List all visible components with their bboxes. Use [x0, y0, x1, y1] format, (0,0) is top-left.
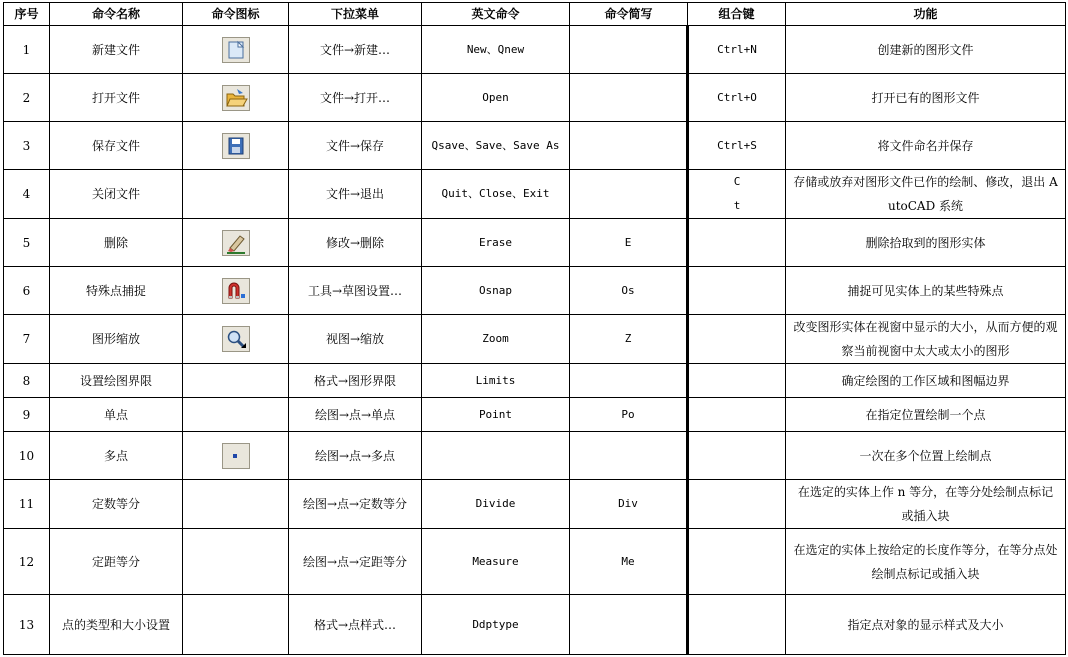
command-icon-cell	[183, 74, 289, 122]
row-number: 1	[4, 26, 50, 74]
english-command: Zoom	[422, 315, 570, 364]
command-name: 关闭文件	[50, 170, 183, 219]
table-row	[4, 219, 1066, 267]
dropdown-menu-path: 文件→打开…	[289, 74, 422, 122]
command-abbreviation	[570, 74, 688, 122]
command-abbreviation	[570, 26, 688, 74]
save-file-icon	[222, 133, 250, 159]
row-number: 13	[4, 595, 50, 655]
shortcut-keys	[688, 315, 786, 364]
function-description: 打开已有的图形文件	[786, 74, 1066, 122]
shortcut-keys	[688, 529, 786, 595]
shortcut-keys	[688, 267, 786, 315]
command-icon-cell	[183, 398, 289, 432]
shortcut-keys: Ctrl+S	[688, 122, 786, 170]
shortcut-keys: Ctrl+N	[688, 26, 786, 74]
row-number: 10	[4, 432, 50, 480]
command-icon-cell	[183, 122, 289, 170]
english-command: Qsave、Save、Save As	[422, 122, 570, 170]
command-name: 新建文件	[50, 26, 183, 74]
header-menu: 下拉菜单	[289, 3, 422, 26]
dropdown-menu-path: 格式→图形界限	[289, 364, 422, 398]
dropdown-menu-path: 文件→保存	[289, 122, 422, 170]
shortcut-keys	[688, 170, 786, 219]
command-table	[3, 2, 1066, 655]
row-number: 4	[4, 170, 50, 219]
table-row	[4, 480, 1066, 529]
english-command: Erase	[422, 219, 570, 267]
function-description: 在选定的实体上按给定的长度作等分，在等分点处绘制点标记或插入块	[786, 529, 1066, 595]
function-description: 指定点对象的显示样式及大小	[786, 595, 1066, 655]
row-number: 11	[4, 480, 50, 529]
command-abbreviation	[570, 432, 688, 480]
command-abbreviation	[570, 170, 688, 219]
english-command: Limits	[422, 364, 570, 398]
dropdown-menu-path: 修改→删除	[289, 219, 422, 267]
command-abbreviation: Os	[570, 267, 688, 315]
function-description: 删除拾取到的图形实体	[786, 219, 1066, 267]
table-row	[4, 74, 1066, 122]
english-command: Osnap	[422, 267, 570, 315]
dropdown-menu-path: 工具→草图设置…	[289, 267, 422, 315]
command-icon-cell	[183, 26, 289, 74]
command-icon-cell	[183, 315, 289, 364]
command-abbreviation: E	[570, 219, 688, 267]
command-name: 单点	[50, 398, 183, 432]
function-description: 改变图形实体在视窗中显示的大小，从而方便的观察当前视窗中太大或太小的图形	[786, 315, 1066, 364]
english-command: Divide	[422, 480, 570, 529]
header-no: 序号	[4, 3, 50, 26]
function-description: 一次在多个位置上绘制点	[786, 432, 1066, 480]
command-name: 定数等分	[50, 480, 183, 529]
function-description: 在指定位置绘制一个点	[786, 398, 1066, 432]
dropdown-menu-path: 文件→新建…	[289, 26, 422, 74]
shortcut-keys	[688, 480, 786, 529]
header-row	[4, 3, 1066, 26]
header-icon: 命令图标	[183, 3, 289, 26]
english-command: Quit、Close、Exit	[422, 170, 570, 219]
command-abbreviation: Po	[570, 398, 688, 432]
command-name: 删除	[50, 219, 183, 267]
command-name: 保存文件	[50, 122, 183, 170]
table-row	[4, 529, 1066, 595]
shortcut-keys	[688, 432, 786, 480]
function-description: 创建新的图形文件	[786, 26, 1066, 74]
english-command: New、Qnew	[422, 26, 570, 74]
command-abbreviation: Div	[570, 480, 688, 529]
table-row	[4, 432, 1066, 480]
command-abbreviation: Z	[570, 315, 688, 364]
table-row	[4, 364, 1066, 398]
command-icon-cell	[183, 529, 289, 595]
dropdown-menu-path: 视图→缩放	[289, 315, 422, 364]
english-command: Measure	[422, 529, 570, 595]
dropdown-menu-path: 绘图→点→定数等分	[289, 480, 422, 529]
english-command: Point	[422, 398, 570, 432]
command-name: 图形缩放	[50, 315, 183, 364]
english-command: Ddptype	[422, 595, 570, 655]
open-file-icon	[222, 85, 250, 111]
function-description: 在选定的实体上作 n 等分，在等分处绘制点标记或插入块	[786, 480, 1066, 529]
command-name: 定距等分	[50, 529, 183, 595]
table-row	[4, 267, 1066, 315]
row-number: 12	[4, 529, 50, 595]
command-icon-cell	[183, 170, 289, 219]
dropdown-menu-path: 绘图→点→定距等分	[289, 529, 422, 595]
command-name: 特殊点捕捉	[50, 267, 183, 315]
table-row	[4, 122, 1066, 170]
row-number: 5	[4, 219, 50, 267]
command-abbreviation: Me	[570, 529, 688, 595]
english-command	[422, 432, 570, 480]
header-shortcut: 组合键	[688, 3, 786, 26]
command-icon-cell	[183, 595, 289, 655]
osnap-magnet-icon	[222, 278, 250, 304]
command-abbreviation	[570, 595, 688, 655]
dropdown-menu-path: 绘图→点→多点	[289, 432, 422, 480]
shortcut-keys	[688, 595, 786, 655]
shortcut-keys: Ctrl+O	[688, 74, 786, 122]
header-abbr: 命令简写	[570, 3, 688, 26]
header-name: 命令名称	[50, 3, 183, 26]
command-icon-cell	[183, 364, 289, 398]
row-number: 9	[4, 398, 50, 432]
function-description: 确定绘图的工作区域和图幅边界	[786, 364, 1066, 398]
command-name: 点的类型和大小设置	[50, 595, 183, 655]
zoom-icon	[222, 326, 250, 352]
row-number: 2	[4, 74, 50, 122]
command-name: 多点	[50, 432, 183, 480]
shortcut-key: t	[733, 199, 741, 212]
header-english: 英文命令	[422, 3, 570, 26]
shortcut-keys	[688, 219, 786, 267]
multiple-point-icon	[222, 443, 250, 469]
command-name: 设置绘图界限	[50, 364, 183, 398]
row-number: 8	[4, 364, 50, 398]
new-file-icon	[222, 37, 250, 63]
dropdown-menu-path: 绘图→点→单点	[289, 398, 422, 432]
dropdown-menu-path: 文件→退出	[289, 170, 422, 219]
command-abbreviation	[570, 122, 688, 170]
row-number: 7	[4, 315, 50, 364]
shortcut-keys	[688, 398, 786, 432]
command-icon-cell	[183, 480, 289, 529]
dropdown-menu-path: 格式→点样式…	[289, 595, 422, 655]
table-row	[4, 595, 1066, 655]
table-row	[4, 398, 1066, 432]
table-row	[4, 170, 1066, 219]
table-row	[4, 26, 1066, 74]
shortcut-key: C	[733, 175, 741, 188]
english-command: Open	[422, 74, 570, 122]
command-abbreviation	[570, 364, 688, 398]
command-name: 打开文件	[50, 74, 183, 122]
command-icon-cell	[183, 267, 289, 315]
header-function: 功能	[786, 3, 1066, 26]
function-description: 将文件命名并保存	[786, 122, 1066, 170]
command-icon-cell	[183, 432, 289, 480]
function-description: 捕捉可见实体上的某些特殊点	[786, 267, 1066, 315]
function-description: 存储或放弃对图形文件已作的绘制、修改，退出 AutoCAD 系统	[786, 170, 1066, 219]
shortcut-keys	[688, 364, 786, 398]
command-icon-cell	[183, 219, 289, 267]
table-row	[4, 315, 1066, 364]
erase-icon	[222, 230, 250, 256]
row-number: 3	[4, 122, 50, 170]
row-number: 6	[4, 267, 50, 315]
